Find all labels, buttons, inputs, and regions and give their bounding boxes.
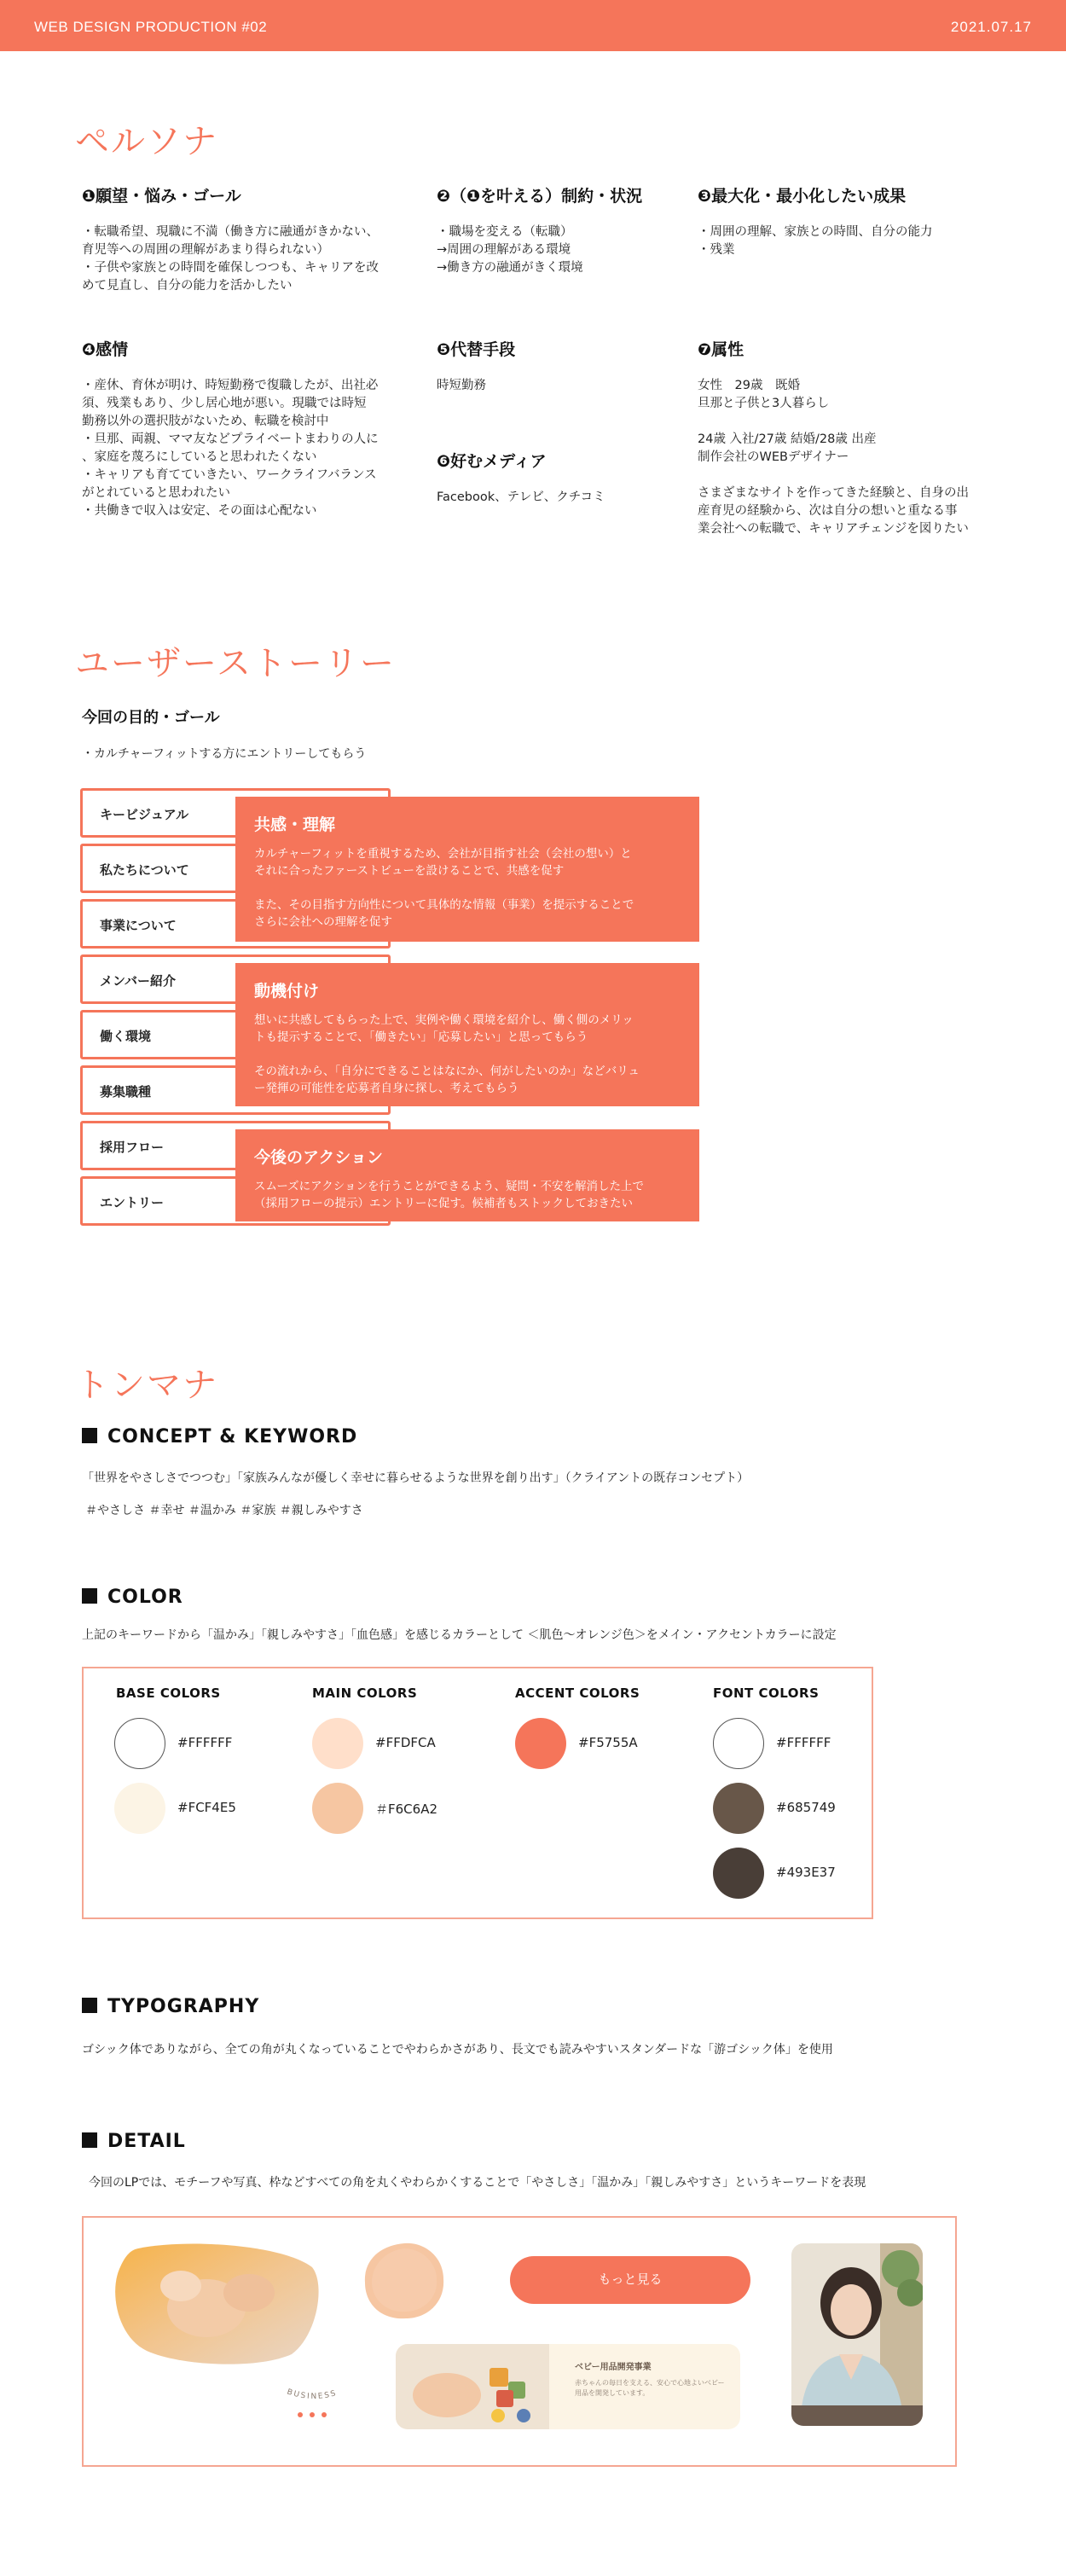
palette-column-title: MAIN COLORS xyxy=(312,1685,418,1701)
persona-block-media xyxy=(437,449,684,507)
swatch-circle xyxy=(312,1783,363,1834)
swatch-label: #FCF4E5 xyxy=(177,1800,236,1815)
palette-column-title: BASE COLORS xyxy=(116,1685,221,1701)
story-nav-label: メンバー紹介 xyxy=(100,973,176,989)
persona-block-text: Facebook、テレビ、クチコミ xyxy=(437,490,605,504)
persona-block-heading: ❻好むメディア xyxy=(437,452,547,471)
peach-blob-motif xyxy=(362,2240,447,2322)
palette-column-title: ACCENT COLORS xyxy=(515,1685,640,1701)
business-label-text: BUSINESS xyxy=(286,2387,339,2402)
persona-block-heading: ❼属性 xyxy=(698,340,744,359)
story-card-text: カルチャーフィットを重視するため、会社が目指す社会（会社の想い）と それに合ったファーストビューを設けることで、共感を促す また、その目指す方向性について具体的な情報（事業）を提示することで さらに会社への理解を促す xyxy=(254,847,634,929)
keyword-tags: ＃やさしさ ＃幸せ ＃温かみ ＃家族 ＃親しみやすさ xyxy=(85,1504,363,1517)
swatch-circle xyxy=(713,1848,764,1899)
swatch-circle xyxy=(713,1718,764,1769)
baby-photo-image xyxy=(113,2242,322,2368)
persona-block-heading: ❺代替手段 xyxy=(437,340,516,359)
story-goal-text: ・カルチャーフィットする方にエントリーしてもらう xyxy=(82,747,367,761)
persona-block-constraint xyxy=(437,183,684,277)
detail-heading: DETAIL xyxy=(82,2131,186,2152)
swatch-label: #685749 xyxy=(776,1800,836,1815)
persona-block-heading: ❶願望・悩み・ゴール xyxy=(82,187,241,206)
toy-photo-image xyxy=(396,2344,549,2429)
swatch-circle xyxy=(114,1718,165,1769)
swatch-circle xyxy=(312,1718,363,1769)
swatch-label: ＃F6C6A2 xyxy=(375,1801,437,1817)
persona-block-goal xyxy=(82,183,423,295)
concept-heading: CONCEPT & KEYWORD xyxy=(82,1426,357,1448)
persona-block-text: 時短勤務 xyxy=(437,379,486,392)
top-bar xyxy=(0,0,1066,51)
swatch-label: #FFDFCA xyxy=(375,1735,436,1750)
svg-text:BUSINESS xyxy=(286,2387,338,2401)
project-date: 2021.07.17 xyxy=(950,19,1032,35)
story-nav-label: 事業について xyxy=(100,918,177,933)
color-heading: COLOR xyxy=(82,1587,183,1608)
swatch-label: #FFFFFF xyxy=(776,1735,831,1750)
detail-text: 今回のLPでは、モチーフや写真、枠などすべての角を丸くやわらかくすることで「やさしさ」「温かみ」「親しみやすさ」というキーワードを表現 xyxy=(89,2176,866,2190)
palette-column-title: FONT COLORS xyxy=(713,1685,820,1701)
swatch-circle xyxy=(515,1718,566,1769)
more-button[interactable]: もっと見る xyxy=(510,2256,750,2304)
persona-block-heading: ❷（❶を叶える）制約・状況 xyxy=(437,187,643,206)
story-card-empathy xyxy=(235,797,699,942)
story-nav-label: エントリー xyxy=(100,1195,165,1210)
business-arc-label xyxy=(281,2385,346,2412)
typography-text: ゴシック体でありながら、全ての角が丸くなっていることでやわらかさがあり、長文でも読みやすいスタンダードな「游ゴシック体」を使用 xyxy=(82,2043,833,2057)
story-nav-label: 募集職種 xyxy=(100,1084,152,1099)
story-nav-label: キービジュアル xyxy=(100,807,189,822)
business-card-text: 赤ちゃんの毎日を支える、安心で心地よいベビー用品を開発しています。 xyxy=(575,2379,725,2397)
persona-block-heading: ❸最大化・最小化したい成果 xyxy=(698,187,907,206)
business-card-sample xyxy=(396,2344,740,2429)
persona-block-alternative xyxy=(437,337,684,395)
persona-block-emotion xyxy=(82,337,423,520)
persona-block-text: ・産休、育休が明け、時短勤務で復職したが、出社必 須、残業もあり、少し居心地が悪い。現職では時短 勤務以外の選択肢がないため、転職を検討中 ・旦那、両親、ママ友などプライベートまわりの人に 、家庭を蔑ろにしていると思われたくない ・キャリアも育てていきたい、ワークライフバランス がとれていると思われたい ・共働きで収入は安定、その面は心配ない xyxy=(82,379,379,518)
persona-block-heading: ❹感情 xyxy=(82,340,129,359)
story-card-text: 想いに共感してもらった上で、実例や働く環境を紹介し、働く側のメリッ トも提示することで、「働きたい」「応募したい」と思ってもらう その流れから、「自分にできることはなにか、何がしたいのか」などバリュ ー発揮の可能性を応募者自身に探し、考えてもらう xyxy=(254,1013,640,1095)
story-nav-label: 私たちについて xyxy=(100,862,189,878)
swatch-label: #493E37 xyxy=(776,1865,836,1880)
user-story-title: ユーザーストーリー xyxy=(75,644,396,683)
swatch-circle xyxy=(114,1783,165,1834)
story-nav-label: 働く環境 xyxy=(100,1029,152,1044)
business-card-title: ベビー用品開発事業 xyxy=(575,2363,652,2372)
story-goal-heading: 今回の目的・ゴール xyxy=(82,709,220,727)
persona-block-outcome xyxy=(698,183,988,259)
project-title: WEB DESIGN PRODUCTION #02 xyxy=(34,19,268,35)
persona-title: ペルソナ xyxy=(75,122,218,161)
woman-photo-image xyxy=(791,2243,923,2426)
story-card-motivation xyxy=(235,963,699,1106)
concept-text: 「世界をやさしさでつつむ」「家族みんなが優しく幸せに暮らせるような世界を創り出す」（クライアントの既存コンセプト） xyxy=(82,1471,750,1485)
persona-block-text: ・周囲の理解、家族との時間、自分の能力 ・残業 xyxy=(698,225,933,257)
swatch-label: #FFFFFF xyxy=(177,1735,233,1750)
tone-manner-title: トンマナ xyxy=(75,1366,218,1405)
persona-block-text: ・職場を変える（転職） →周囲の理解がある環境 →働き方の融通がきく環境 xyxy=(437,225,583,275)
story-card-action xyxy=(235,1129,699,1221)
typography-heading: TYPOGRAPHY xyxy=(82,1996,259,2017)
swatch-label: #F5755A xyxy=(578,1735,638,1750)
story-card-title: 今後のアクション xyxy=(254,1148,384,1167)
story-card-title: 動機付け xyxy=(254,982,320,1001)
persona-block-text: ・転職希望、現職に不満（働き方に融通がきかない、 育児等への周囲の理解があまり得られない） ・子供や家族との時間を確保しつつも、キャリアを改 めて見直し、自分の能力を活かしたい xyxy=(82,225,379,293)
dots-icon xyxy=(295,2411,329,2419)
story-nav-label: 採用フロー xyxy=(100,1140,165,1155)
story-card-title: 共感・理解 xyxy=(254,815,336,834)
story-card-text: スムーズにアクションを行うことができるよう、疑問・不安を解消した上で （採用フローの提示）エントリーに促す。候補者もストックしておきたい xyxy=(254,1180,644,1210)
persona-block-text: 女性 29歳 既婚 旦那と子供と3人暮らし 24歳 入社/27歳 結婚/28歳 出産 制作会社のWEBデザイナー さまざまなサイトを作ってきた経験と、自身の出 産育児の経験から、次は自分の想いと重なる事 業会社への転職で、キャリアチェンジを図りたい xyxy=(698,379,969,536)
persona-block-attributes xyxy=(698,337,1005,538)
color-text: 上記のキーワードから「温かみ」「親しみやすさ」「血色感」を感じるカラーとして ＜肌色〜オレンジ色＞をメイン・アクセントカラーに設定 xyxy=(82,1628,837,1642)
swatch-circle xyxy=(713,1783,764,1834)
